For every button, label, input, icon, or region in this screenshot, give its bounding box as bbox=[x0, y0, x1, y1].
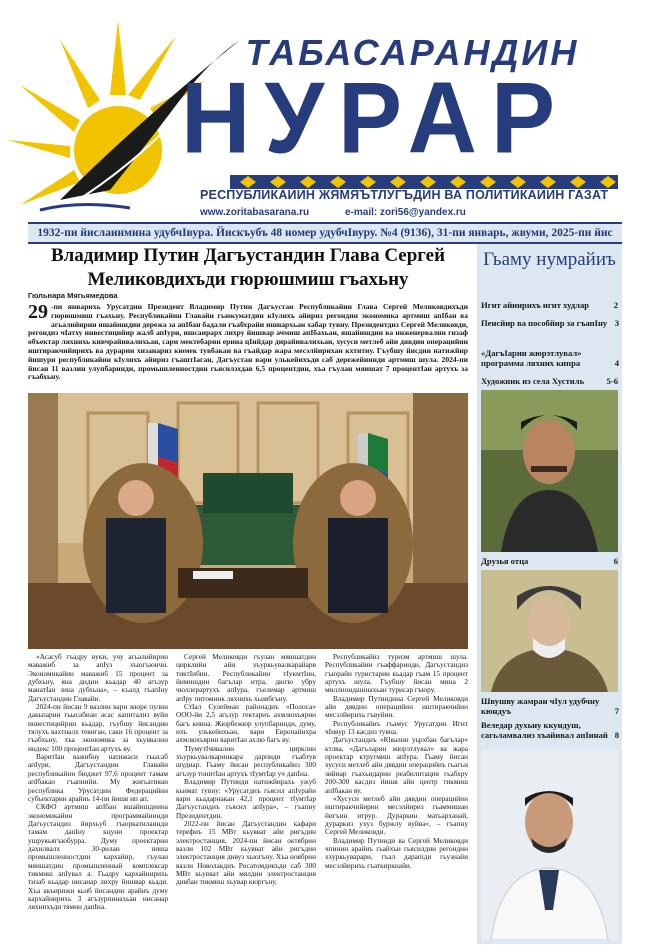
contents-item-page: 6 bbox=[613, 556, 618, 566]
artist-portrait-photo bbox=[481, 390, 618, 552]
masthead-title-top: ТАБАСАРАНДИН bbox=[245, 32, 580, 73]
lead-drop-number: 29 bbox=[28, 301, 48, 323]
sidebar-title: Гьаму нумрайиъ bbox=[483, 249, 616, 270]
paragraph: ТIумутIчивалин цирклин хъуркьувалкаринкара дарпиди гъабтув шудиар. Гьаму йисан республикайиз 300 агъзур тонитIан артухъ тIумтIар уч дапIна. bbox=[176, 743, 316, 778]
masthead-subtitle: РЕСПУБЛИКАЙИН ЖЯМЯЪТЛУГЪДИН ВА ПОЛИТИКАЙИН ГАЗАТ bbox=[200, 188, 609, 202]
contents-item-label: Пенсйир ва пособйир за гъапIну bbox=[481, 318, 608, 328]
paragraph: 2024-пи йисан 9 вазлин вари жюре пулин дакьпарин гьысабиан асас капитализ вуйи инвестицийрин кьадар, гъубшу йисандин тялухъ вахтналх тевиган, саки 16 процент за гъабхьну, хъа экономика за хьуввалин индекс 100 процентIан артухъ ву. bbox=[28, 702, 168, 753]
contents-item[interactable] bbox=[481, 696, 619, 716]
paragraph: СКФО артмиш апIбан яшайишдиина экономикайин программайиинди Дагъустандиз йирхьуб гъюркатилаинди тамам дапIну кцуни проектар ушрукьягъюбурра. Думу проектарин дахилвалх 30-рилан ниша промышленностдин кархайир, гъулан мяишатдин промышленный комплексар тикмиш апIувал а. Гьадру кархайнирихь тизаб кьадар нисанар лихру йишвар кьади. Хъа акъирижи кьиб йисандин арайиъ думу кархайнирихь 3 агъзурпинахьан нисанар ляхнихъди тямин дапIна. bbox=[28, 802, 168, 912]
meeting-photo bbox=[28, 393, 468, 649]
contents-item-page: 5-6 bbox=[606, 376, 618, 386]
contents-item[interactable] bbox=[481, 556, 618, 566]
masthead bbox=[0, 0, 648, 222]
article-headline: Владимир Путин Дагъустандин Глава Сергей Меликовдихъди гюрюшмиш гъахьну bbox=[50, 245, 446, 290]
paragraph: 2022-пи йисан Дагъустандин кафари терефиъ 15 МВт кьувват айи ригъдин электростанция, 2024-пи йисан октябрин вазли 102 МВт кьувват айи ригъдин электростанция дивуз хьюгъну. Хъа ноябрин вазли Новолакдиъ Росатомдикъди саб 300 МВт кьувват айи мялдин электростанция дивбан тикмиш хьувар кюргъну. bbox=[176, 818, 316, 887]
article-column-3 bbox=[325, 653, 468, 870]
contents-item-label: Швушву жамран чIул удубчну кюндуъ bbox=[481, 696, 600, 716]
contents-item[interactable] bbox=[481, 348, 619, 368]
paragraph: «Асасуб гъадру вуки, учу агьалийирин маважиб за апIуз хъюгъюнчи. Экономикайин маважиб 15 процент за дубхьну, яна дидин кьадар 40 агъзур манатIан зина дубхьна», – къалд гъапIну Дагъустандин Главайи. bbox=[28, 652, 168, 703]
paragraph: Сергей Меликовди гъулан мяишатдин цирклийн айи хъуркьувалкарайарв тиктIибин. Республикайин тIукмтIин, йимишдин багълар итра, дюгю убру чюллерартухъ апIура, гъелемар артмиш апIру питомник ляхнихь хьивбгъну. bbox=[176, 652, 316, 703]
contents-item-page: 8 bbox=[614, 730, 619, 740]
contents-item[interactable] bbox=[481, 300, 618, 310]
contents-item-label: Друзья отца bbox=[481, 556, 529, 566]
masthead-title-main: НУРАР bbox=[181, 62, 569, 175]
paragraph: Владимир Путинди натижйирахь ужуб кьимат тувну: «Урусатдиъ гьясил апIурайи вари кьадарнакан 42,1 процент тIумтIар Дагъустандиъ гьясил апIура», – гъапну Президентдин. bbox=[176, 777, 316, 820]
article-author: Гюльнара Мягьямедова bbox=[28, 291, 118, 300]
contents-item-page: 7 bbox=[614, 706, 619, 716]
contents-item-label: Художник из села Хустиль bbox=[481, 376, 585, 386]
doctor-portrait-photo bbox=[481, 750, 618, 940]
contents-item[interactable] bbox=[481, 318, 619, 328]
paragraph: ВаритIан важибну натижаси гьысаб апIури, Дагъустандин Главайи республикайин бюджет 97,6 процент тамам апIбакан гъапиийи. Му жигьатияан республика Урусатдин Федерацийин субъектарин арайиъ 14-пи йишв ип ап. bbox=[28, 752, 168, 803]
contents-item-page: 3 bbox=[614, 318, 619, 328]
contents-item-label: Игит айиирихъ игит худлар bbox=[481, 300, 590, 310]
paragraph: «Хусуси метлеб айи дявдин операцийин иштиракчийирин месэлйириз гьаммишан йигъин итрур. Дураркин матьарханай, дураркиз ухуз буржлу вуйва», – гъапну Сергей Меликовди. bbox=[325, 793, 468, 837]
article-lead bbox=[28, 303, 468, 382]
contents-item-page: 4 bbox=[614, 358, 619, 368]
website-link[interactable]: www.zoritabasarana.ru bbox=[200, 207, 310, 218]
contents-item-label: «ДагъIарин жюрэтлувал» программа ляхних кипра bbox=[481, 348, 582, 368]
paragraph: Владимир Путиндина Сергей Меликовди айи дявдин операцийин иштиракчийин месэлйирихь гъвуйин. bbox=[325, 693, 468, 720]
lead-text: -пи январихь Урусатдин Президент Владимир Путин Дагъустан Республикайин Глава Сергей Меликовдихъди гюрюшмиш гъахьну. Республикайин Главайи гьюкуматдин кIулихъ айириз регондин экономика артмиш апIбан ва агьалийирин яшайишдин дережа за апIбан бадали гъабхрайи ишнархьан хабар тувну. Президентдиз Сергей Меликовди, регондиз чIатху инвестицийир жалб апIури, ишсаирарх лихру йишвар ачмиш апIбахьан, яшайишдин ва инженервалин гизаф объектар ляхнихь кивчрайивалихьан, сари мектебарин ерина цIийдар дирайивалихьан, хусуси метлеб айи дявдин операцийин иштиракчийирихъ ва дурарин хизанариз кюмек тувбакан ва гъайдар жара месэлйирихан кхтитну. Гъубшу йисдин натижйир йишури республикайин кIулихъ айириз гъаштIаган, Дагъустан вари улькейихъди саб дережейиинди артмиш шула. 2024-пи йисан 11 вазлин улупбаринди, промышленностдин гьясилэхдав 6,5 процентдин, хъа гъулан мяишат 7 процентIан артухъ за гъабхьну. bbox=[28, 302, 468, 382]
contents-item-label: Веледар духьну ккундуш, сагьламвализ хъайивал апIинай bbox=[481, 720, 608, 740]
paragraph: Владимир Путинди ва Сергей Меликовди чпинин арайиъ гьайхъи гьясилдин регондин ххуркьуварари, гъал дарапiди гьузнайи месэлйирихь гъаткиркнайи. bbox=[325, 835, 468, 870]
email-link[interactable]: e-mail: zori56@yandex.ru bbox=[345, 207, 466, 218]
paragraph: Дагъустандиъ «Кlвалин уьрхбан багълар» ктлва, «Дагъларин жюрэтлувал» ва жара проектар ктругмиш апIура. Гьаму йисан хусуси метлеб айи дявдин операцийиъ гьагъи зийиар гъахьидарин реабилитация гьабхру 200-300 касдиз йишв айи центр тикмиш апIбакан ву. bbox=[325, 735, 468, 795]
painting-photo bbox=[481, 570, 618, 692]
ornament-band bbox=[230, 175, 618, 189]
article-column-2 bbox=[176, 653, 316, 887]
paragraph: Республикайиз туризм артмиш шула. Республикайин гъаффаринди, Дагъустандиз гъюрайи туристарин кьадар гъам 15 процент артухъ шула. Гъубшу йисан мина 2 миллиондшинахьан турисар гъюру. bbox=[325, 652, 468, 695]
contents-item-page: 2 bbox=[613, 300, 618, 310]
contents-item[interactable] bbox=[481, 720, 619, 740]
issue-bar: 1932-пи йислаинмина удубчIвура. Йискъубъ 48 номер удубчIвуру. №4 (9136), 31-пи январь, жвуми, 2025-пи йис bbox=[28, 222, 622, 244]
contents-sidebar bbox=[477, 244, 622, 944]
article-column-1 bbox=[28, 653, 168, 912]
paragraph: СтIал Сулейман районадиъ «Полоса» ООО-йи 2,5 агьзур гектариъ ахмлюхъярин багъ кивна. Жюрбежюр улупбаринди, думу, ихъ улькейихьан, вари Европайихра ахмлюхъярин варитIан ахлю багъ ву. bbox=[176, 702, 316, 745]
contents-item[interactable] bbox=[481, 376, 618, 386]
paragraph: Республикайиъ гъамус Урусатдин Игит чIивур 13 касдиз тувна. bbox=[325, 718, 468, 737]
